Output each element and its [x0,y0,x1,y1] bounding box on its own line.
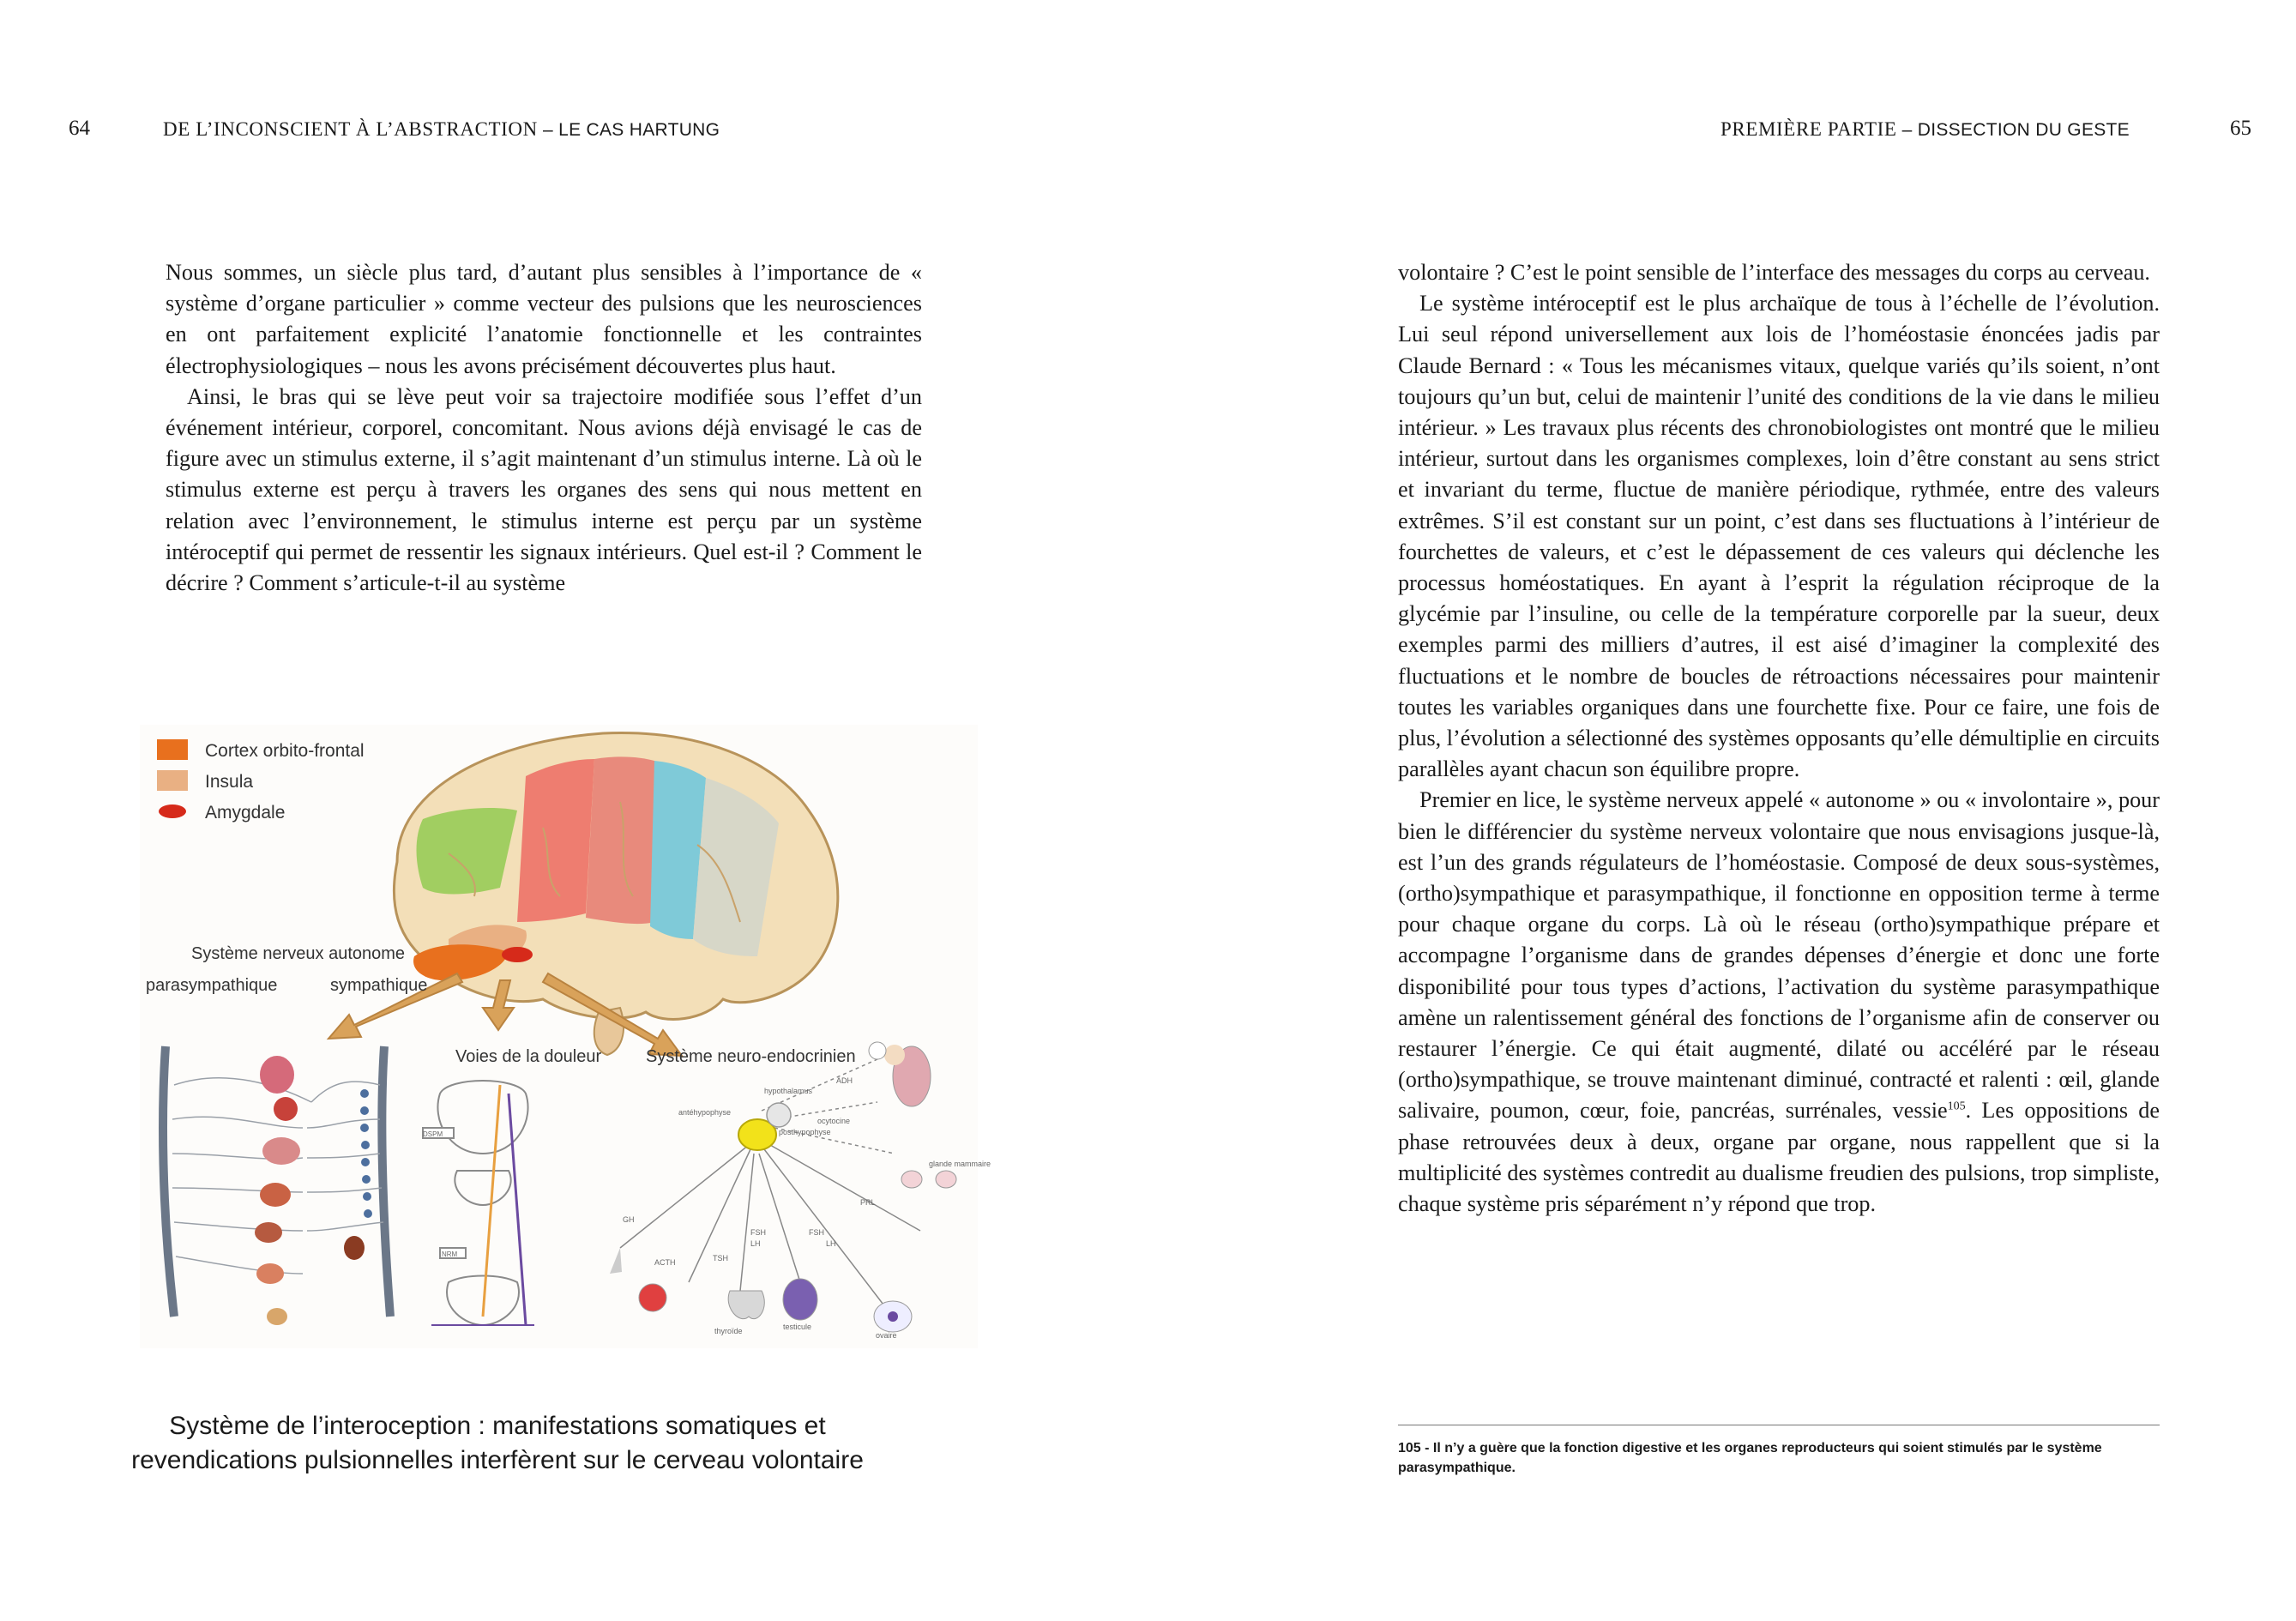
label-nrm: NRM [442,1250,458,1258]
legend-label-insula: Insula [205,772,254,792]
label-lh-1: LH [750,1239,761,1248]
intestine-organ [256,1263,284,1284]
legend-label-amygdale: Amygdale [205,803,286,823]
label-posthypophyse: posthypophyse [779,1128,831,1136]
caption-line-1: Système de l’interoception : manifestations somatiques et [169,1412,826,1440]
label-dspm: DSPM [423,1130,443,1138]
right-paragraph-1: volontaire ? C’est le point sensible de l’interface des messages du corps au cerveau. [1398,260,2150,285]
right-paragraph-2: Le système intéroceptif est le plus archaïque de tous à l’échelle de l’évolution. Lui seul répond universellement aux lois de l’homéostasie énoncées jadis par Claude Bernard : « Tous les mécanismes vitaux, quelque variés qu’ils soient, n’ont toujours qu’un but, celui de maintenir l’unité des conditions de la vie dans le milieu intérieur. » Les travaux plus récents des chronobiologistes ont montré que le milieu intérieur, surtout dans les organismes complexes, loin d’être constant au sens strict et invariant du terme, fluctue de manière périodique, rythmée, entre des valeurs extrêmes. S’il est constant sur un point, c’est dans ses fluctuations à l’intérieur de fourchettes de valeurs, et c’est le dépassement de ces valeurs qui déclenche les processus homéostatiques. En ayant à l’esprit la régulation réciproque de la glycémie par l’insuline, ou celle de la température corporelle par la sueur, deux exemples parmi des milliers d’autres, il est aisé d’imaginer la complexité des fluctuations et le nombre de boucles de rétroactions nécessaires pour maintenir toutes les variables organiques dans une fourchette fixe. Pour ce faire, une fois de plus, l’évolution a sélectionné des systèmes opposants qu’elle démultiplie en circuits parallèles ayant chacun son équilibre propre. [1398,291,2160,782]
label-thyroide: thyroïde [714,1327,743,1335]
label-systeme-autonome: Système nerveux autonome [191,944,406,963]
label-acth: ACTH [654,1258,676,1267]
label-lh-2: LH [826,1239,836,1248]
page-number-right: 65 [2230,117,2251,140]
label-fsh-1: FSH [750,1228,766,1237]
legend-swatch-orbito [157,739,188,760]
running-head-right-title: PREMIÈRE PARTIE [1720,118,1897,140]
footnote-105: 105 - Il n’y a guère que la fonction digestive et les organes reproducteurs qui soient stimulés par le système parasympathique. [1398,1441,2102,1475]
running-head-left-subtitle: – LE CAS HARTUNG [537,120,720,140]
label-tsh: TSH [713,1254,728,1262]
label-testicule: testicule [783,1323,812,1331]
legend-swatch-insula [157,770,188,791]
left-paragraph-2: Ainsi, le bras qui se lève peut voir sa trajectoire modifiée sous l’effet d’un événement intérieur, corporel, concomitant. Nous avions déjà envisagé le cas de figure avec un stimulus externe, il s’agit maintenant d’un stimulus interne. Là où le stimulus externe est perçu à travers les organes des sens qui nous mettent en relation avec l’environnement, le stimulus interne est perçu par un système intéroceptif qui permet de ressentir les signaux intérieurs. Quel est-il ? Comment le décrire ? Comment s’articule-t-il au système [166,383,922,596]
label-voies-douleur: Voies de la douleur [455,1047,602,1066]
bladder-organ [267,1308,287,1325]
left-paragraph-1: Nous sommes, un siècle plus tard, d’autant plus sensibles à l’importance de « système d’organe particulier » comme vecteur des pulsions que les neurosciences en ont parfaitement explicité l’anatomie fonctionnelle et les contraintes électrophysiologiques – nous les avons précisément découvertes plus haut. [166,260,922,378]
right-paragraph-3 [1398,785,2160,1220]
heart-organ [274,1097,298,1121]
running-head-left-title: DE L’INCONSCIENT À L’ABSTRACTION [163,118,538,140]
legend-label-orbito: Cortex orbito-frontal [205,741,365,761]
label-sympathique: sympathique [330,976,428,995]
label-fsh-2: FSH [809,1228,824,1237]
label-prl: PRL [860,1198,876,1207]
right-paragraph-3-text-end: . Les oppositions de phase retrouvées deux à deux, organe par organe, nous rappellent que si la multiplicité des systèmes contredit au dualisme freudien des pulsions, trop simpliste, chaque système pris séparément n’y répond que trop. [1398,1098,2160,1217]
running-head-left [163,118,720,141]
kidney-organ [344,1236,365,1260]
page-number-left: 64 [69,117,90,140]
stomach-organ [262,1137,300,1165]
running-head-right [1720,118,2130,141]
running-head-right-subtitle: – DISSECTION DU GESTE [1896,120,2130,140]
label-adh: ADH [836,1076,853,1085]
label-hypothalamus: hypothalamus [764,1087,813,1095]
label-parasympathique: parasympathique [146,976,278,995]
testis-organ [783,1279,817,1320]
right-paragraph-3-text: Premier en lice, le système nerveux appelé « autonome » ou « involontaire », pour bien le différencier du système nerveux volontaire que nous envisagions jusque-là, est l’un des grands régulateurs de l’homéostasie. Composé de deux sous-systèmes, (ortho)sympathique et parasympathique, il fonctionne en opposition terme à terme pour chaque organe du corps. Là où le réseau (ortho)sympathique prépare et accompagne l’organisme dans de grandes dépenses d’énergie et donc une forte disponibilité pour tous types d’actions, l’activation du système parasympathique amène un ralentissement général des fonctions de l’organisme afin de conserver ou restaurer l’énergie. Ce qui était augmenté, dilaté ou accéléré par le réseau (ortho)sympathique, se trouve maintenant diminué, contracté et ralenti : œil, glande salivaire, poumon, cœur, foie, pancréas, surrénales, vessie [1398,787,2160,1124]
pancreas-organ [255,1222,282,1243]
liver-organ [260,1183,291,1207]
label-ocytocine: ocytocine [817,1117,851,1125]
adrenal-organ [639,1284,666,1311]
label-glande-mammaire: glande mammaire [929,1160,991,1168]
lungs-organ [260,1056,294,1094]
left-body-text [166,257,922,599]
label-gh: GH [623,1215,635,1224]
right-body-text [1398,257,2160,1220]
figure-caption [129,1409,866,1478]
label-ovaire: ovaire [876,1331,897,1340]
caption-line-2: revendications pulsionnelles interfèrent sur le cerveau volontaire [131,1446,864,1474]
footnote-reference[interactable]: 105 [1947,1100,1966,1113]
label-antehypophyse: antéhypophyse [678,1108,732,1117]
label-neuro-endocrinien: Système neuro-endocrinien [646,1047,856,1066]
interoception-figure [140,725,991,1348]
legend-swatch-amygdale [159,804,186,818]
